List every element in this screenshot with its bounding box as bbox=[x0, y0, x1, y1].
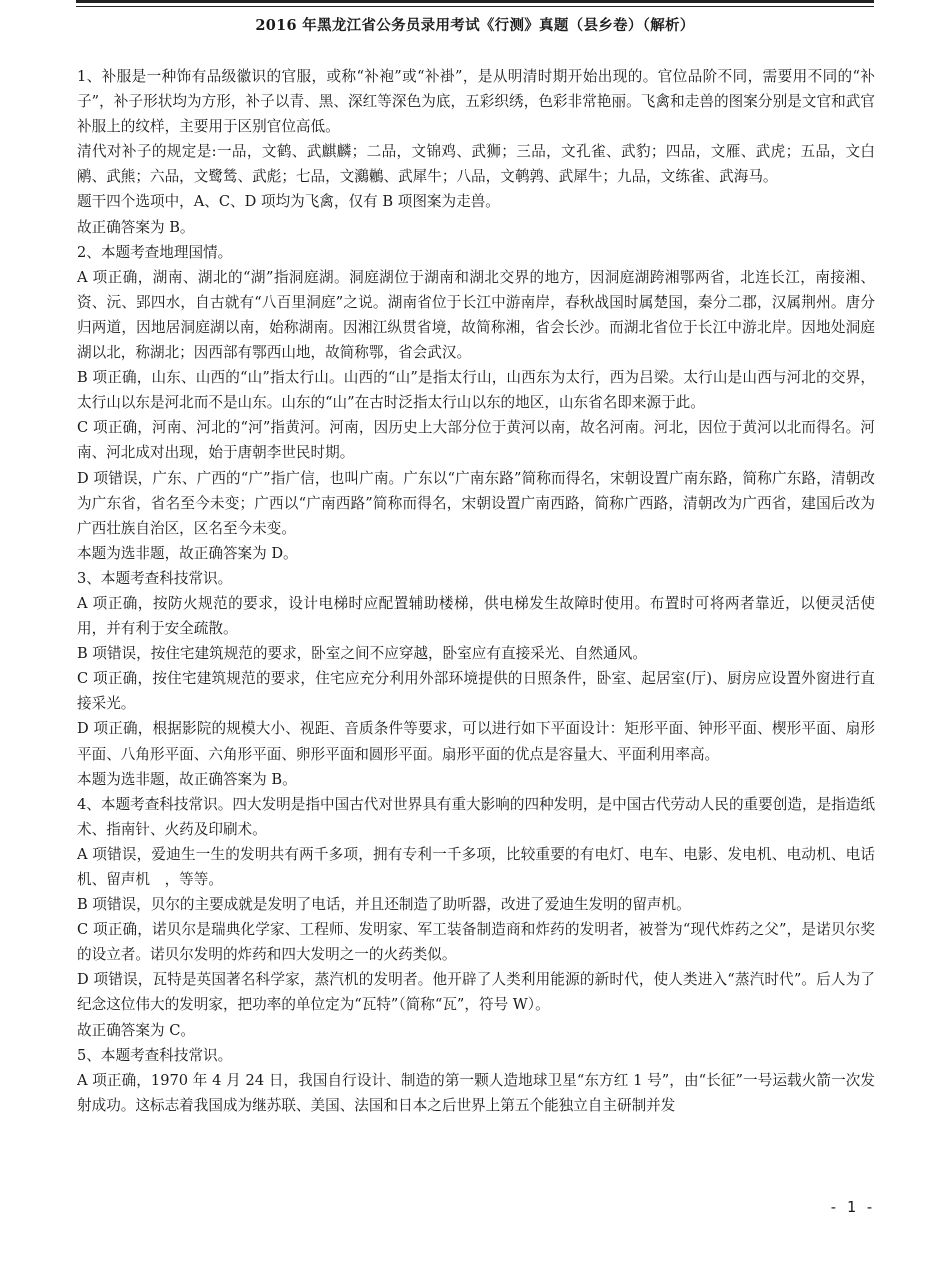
paragraph: 1、补服是一种饰有品级徽识的官服，或称“补袍”或“补褂”，是从明清时期开始出现的。官位品阶不同，需要用不同的“补子”，补子形状均为方形，补子以青、黑、深红等深色为底，五彩织绣，色彩非常艳丽。飞禽和走兽的图案分别是文官和武官补服上的纹样，主要用于区别官位高低。 bbox=[77, 68, 875, 136]
paragraph: D 项错误，瓦特是英国著名科学家，蒸汽机的发明者。他开辟了人类利用能源的新时代，使人类进入“蒸汽时代”。后人为了纪念这位伟大的发明家，把功率的单位定为“瓦特”（简称“瓦”，符号 W）。 bbox=[77, 971, 875, 1014]
paragraph: B 项错误，贝尔的主要成就是发明了电话，并且还制造了助听器，改进了爱迪生发明的留声机。 bbox=[77, 896, 691, 914]
paragraph: A 项正确，按防火规范的要求，设计电梯时应配置辅助楼梯，供电梯发生故障时使用。布置时可将两者靠近，以便灵活使用，并有利于安全疏散。 bbox=[77, 594, 875, 638]
paragraph: C 项正确，诺贝尔是瑞典化学家、工程师、发明家、军工装备制造商和炸药的发明者，被誉为“现代炸药之父”，是诺贝尔奖的设立者。诺贝尔发明的炸药和四大发明之一的火药类似。 bbox=[77, 921, 875, 964]
paragraph: A 项错误，爱迪生一生的发明共有两千多项，拥有专利一千多项，比较重要的有电灯、电车、电影、发电机、电动机、电话机、留声机 ，等等。 bbox=[77, 845, 875, 888]
page-title: 2016 年黑龙江省公务员录用考试《行测》真题（县乡卷）（解析） bbox=[255, 17, 695, 34]
paragraph: 4、本题考查科技常识。四大发明是指中国古代对世界具有重大影响的四种发明，是中国古代劳动人民的重要创造，是指造纸术、指南针、火药及印刷术。 bbox=[77, 795, 875, 838]
paragraph: C 项正确，河南、河北的“河”指黄河。河南，因历史上大部分位于黄河以南，故名河南。河北，因位于黄河以北而得名。河南、河北成对出现，始于唐朝李世民时期。 bbox=[77, 419, 875, 462]
paragraph: 本题为选非题，故正确答案为 B。 bbox=[77, 770, 297, 788]
paragraph: A 项正确，1970 年 4 月 24 日，我国自行设计、制造的第一颗人造地球卫星“东方红 1 号”，由“长征”一号运载火箭一次发射成功。这标志着我国成为继苏联、美国、法国和日本之后世界上第五个能独立自主研制并发 bbox=[77, 1071, 875, 1114]
paragraph: 2、本题考查地理国情。 bbox=[77, 243, 233, 261]
paragraph: A 项正确，湖南、湖北的“湖”指洞庭湖。洞庭湖位于湖南和湖北交界的地方，因洞庭湖跨湘鄂两省，北连长江，南接湘、资、沅、郢四水，自古就有“八百里洞庭”之说。湖南省位于长江中游南岸，春秋战国时属楚国，秦分二郡，汉属荆州。唐分归两道，因地居洞庭湖以南，始称湖南。因湘江纵贯省境，故简称湘，省会长沙。而湖北省位于长江中游北岸。因地处洞庭湖以北，称湖北；因西部有鄂西山地，故简称鄂，省会武汉。 bbox=[77, 268, 875, 362]
paragraph: C 项正确，按住宅建筑规范的要求，住宅应充分利用外部环境提供的日照条件，卧室、起居室(厅)、厨房应设置外窗进行直接采光。 bbox=[77, 670, 875, 713]
page-number: - 1 - bbox=[828, 1198, 874, 1216]
header-rule-thick bbox=[76, 0, 874, 3]
paragraph: 本题为选非题，故正确答案为 D。 bbox=[77, 544, 298, 562]
document-body bbox=[77, 64, 875, 1118]
paragraph: B 项错误，按住宅建筑规范的要求，卧室之间不应穿越，卧室应有直接采光、自然通风。 bbox=[77, 645, 647, 663]
paragraph: 故正确答案为 C。 bbox=[77, 1021, 195, 1039]
paragraph: 清代对补子的规定是:一品，文鹤、武麒麟；二品，文锦鸡、武狮；三品，文孔雀、武豹；四品，文雁、武虎；五品，文白鹇、武熊；六品，文鹭鸶、武彪；七品，文鸂鶒、武犀牛；八品，文鹌鹑、武犀牛；九品，文练雀、武海马。 bbox=[77, 143, 875, 186]
paragraph: 5、本题考查科技常识。 bbox=[77, 1046, 233, 1064]
paragraph: B 项正确，山东、山西的“山”指太行山。山西的“山”是指太行山，山西东为太行，西为吕梁。太行山是山西与河北的交界，太行山以东是河北而不是山东。山东的“山”在古时泛指太行山以东的地区，山东省名即来源于此。 bbox=[77, 369, 875, 412]
header-rule-thin bbox=[76, 6, 874, 7]
paragraph: 故正确答案为 B。 bbox=[77, 218, 195, 236]
paragraph: 3、本题考查科技常识。 bbox=[77, 569, 233, 587]
paragraph: D 项正确，根据影院的规模大小、视距、音质条件等要求，可以进行如下平面设计：矩形平面、钟形平面、楔形平面、扇形平面、八角形平面、六角形平面、卵形平面和圆形平面。扇形平面的优点是容量大、平面利用率高。 bbox=[77, 720, 875, 763]
paragraph: D 项错误，广东、广西的“广”指广信，也叫广南。广东以“广南东路”简称而得名，宋朝设置广南东路，简称广东路，清朝改为广东省，省名至今未变；广西以“广南西路”简称而得名，宋朝设置广南西路，简称广西路，清朝改为广西省，建国后改为广西壮族自治区，区名至今未变。 bbox=[77, 469, 875, 537]
paragraph: 题干四个选项中，A、C、D 项均为飞禽，仅有 B 项图案为走兽。 bbox=[77, 193, 500, 211]
